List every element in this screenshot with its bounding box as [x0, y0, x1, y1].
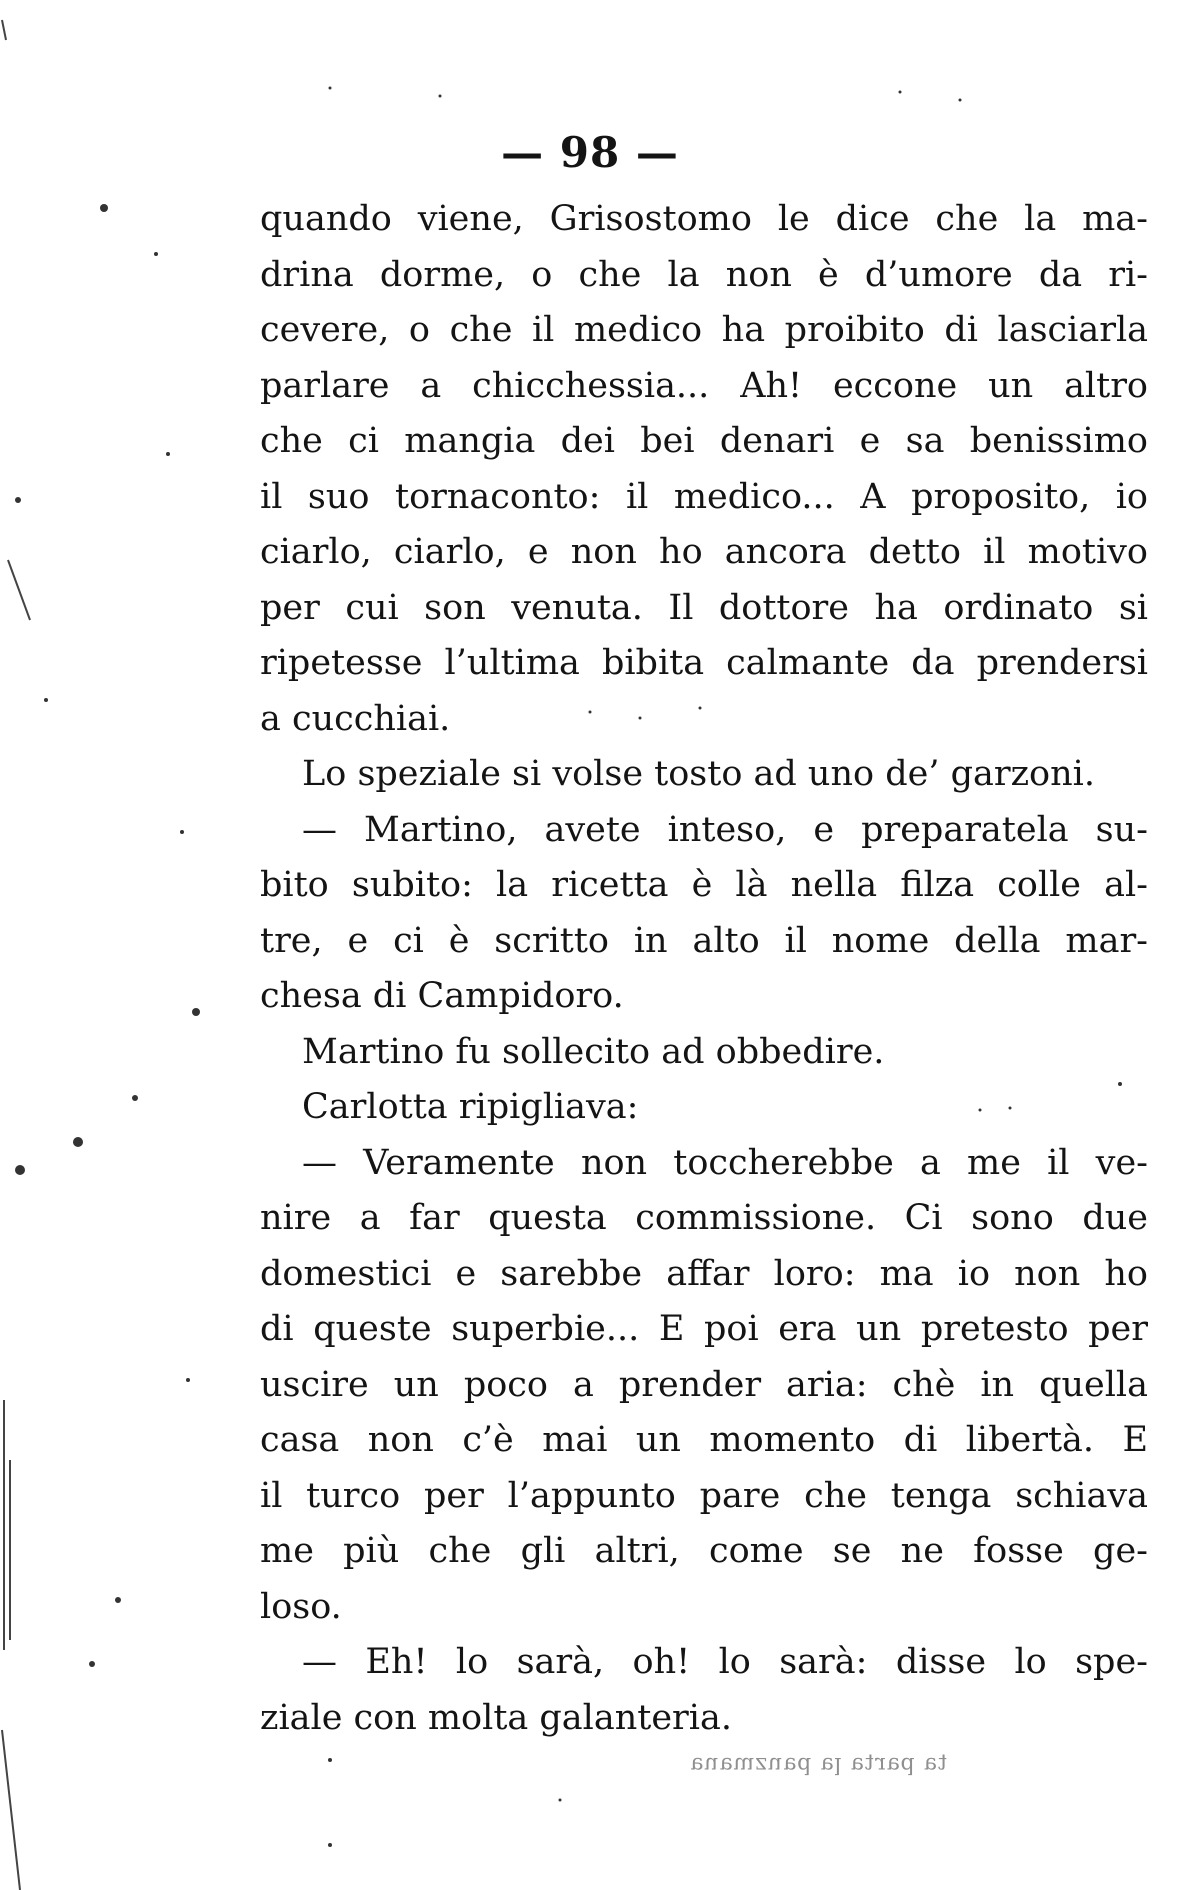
text-line: Lo speziale si volse tosto ad uno de’ garzoni. — [302, 754, 1095, 794]
text-line: nire a far questa commissione. Ci sono due — [260, 1198, 1148, 1238]
text-line: quando viene, Grisostomo le dice che la ma- — [260, 199, 1148, 239]
text-line: di queste superbie... E poi era un pretesto per — [260, 1309, 1148, 1349]
text-line: parlare a chicchessia... Ah! eccone un altro — [260, 365, 1148, 406]
text-line: che ci mangia dei bei denari e sa benissimo — [260, 421, 1148, 461]
text-line: Martino fu sollecito ad obbedire. — [302, 1031, 885, 1072]
text-line: il turco per l’appunto pare che tenga schiava — [260, 1475, 1148, 1516]
bleed-through-text: ɐuɐɯzuɐd ɐl ɐʇɹɐd ɐʇ — [690, 1752, 948, 1777]
text-line: domestici e sarebbe affar loro: ma io non ho — [260, 1253, 1148, 1294]
text-line: tre, e ci è scritto in alto il nome della mar- — [260, 920, 1148, 961]
text-line: a cucchiai. — [260, 698, 451, 739]
text-line: — Veramente non toccherebbe a me il ve- — [302, 1142, 1148, 1183]
text-line: chesa di Campidoro. — [260, 976, 624, 1016]
text-line: per cui son venuta. Il dottore ha ordinato si — [260, 587, 1148, 628]
text-line: ziale con molta galanteria. — [260, 1697, 732, 1738]
text-line: casa non c’è mai un momento di libertà. E — [260, 1420, 1148, 1460]
text-line: loso. — [260, 1586, 342, 1627]
body-text — [260, 192, 1148, 1746]
text-line: il suo tornaconto: il medico... A proposito, io — [260, 476, 1148, 517]
text-line: uscire un poco a prender aria: chè in quella — [260, 1364, 1148, 1405]
text-line: me più che gli altri, come se ne fosse ge- — [260, 1531, 1148, 1571]
text-line: ripetesse l’ultima bibita calmante da prendersi — [260, 643, 1148, 683]
text-line: cevere, o che il medico ha proibito di lasciarla — [260, 310, 1148, 350]
text-line: ciarlo, ciarlo, e non ho ancora detto il motivo — [260, 532, 1148, 572]
text-line: bito subito: la ricetta è là nella filza colle al- — [260, 865, 1148, 905]
text-line: Carlotta ripigliava: — [302, 1087, 639, 1127]
text-line: — Eh! lo sarà, oh! lo sarà: disse lo spe- — [302, 1642, 1148, 1682]
text-line: — Martino, avete inteso, e preparatela su- — [302, 809, 1148, 850]
page-number: — 98 — — [501, 128, 679, 177]
text-line: drina dorme, o che la non è d’umore da ri- — [260, 254, 1148, 295]
